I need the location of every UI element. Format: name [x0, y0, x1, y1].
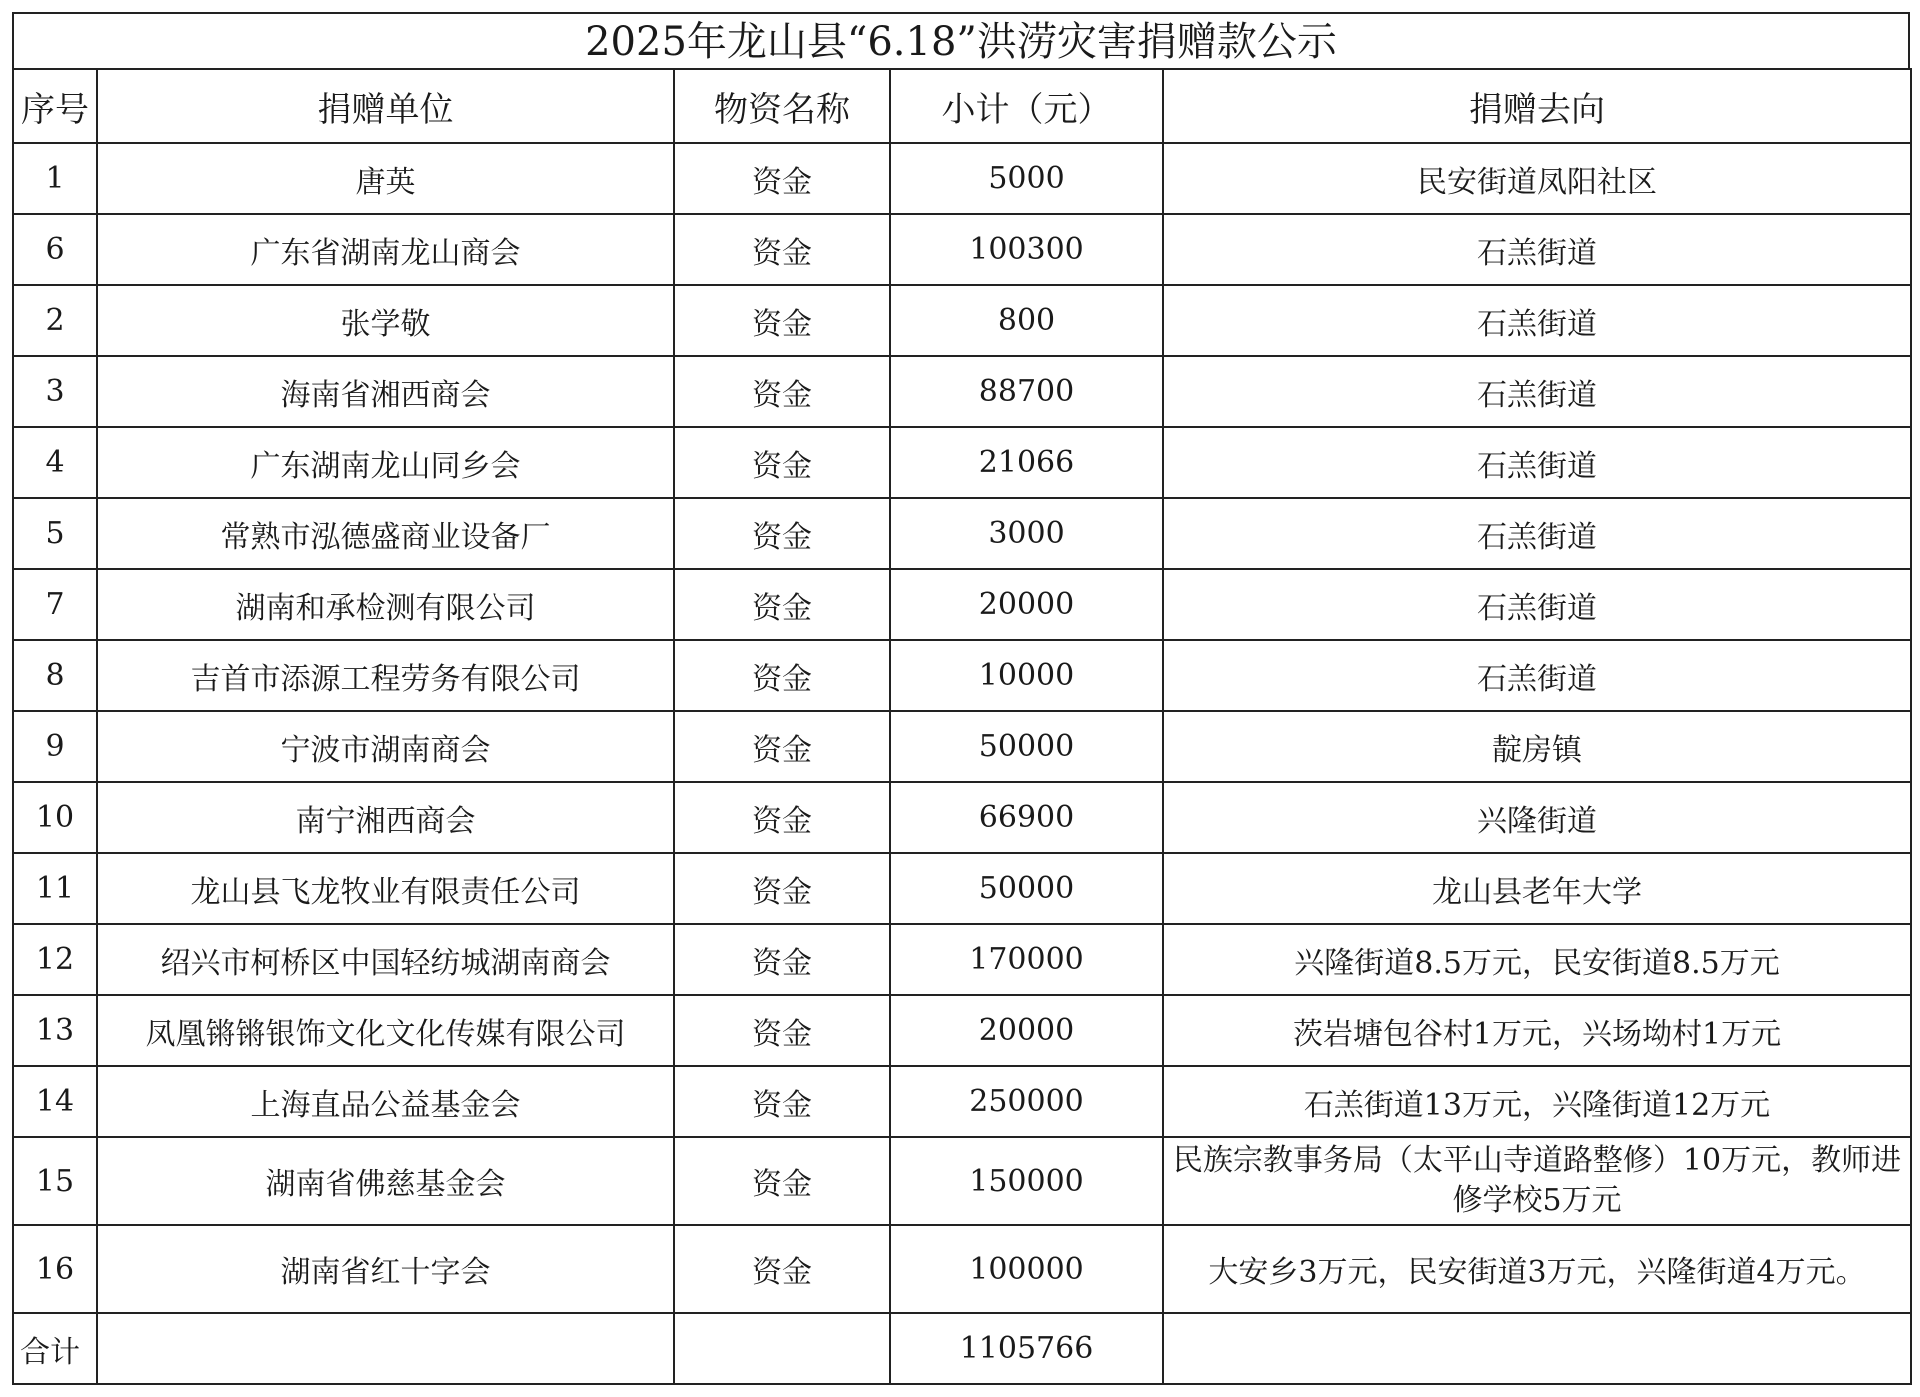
cell-donor: 湖南和承检测有限公司 [97, 569, 674, 640]
cell-no: 2 [13, 285, 97, 356]
cell-destination: 石羔街道 [1163, 640, 1911, 711]
cell-item: 资金 [674, 214, 890, 285]
cell-amount: 250000 [890, 1066, 1163, 1137]
cell-item: 资金 [674, 853, 890, 924]
cell-donor: 吉首市添源工程劳务有限公司 [97, 640, 674, 711]
cell-destination: 石羔街道 [1163, 214, 1911, 285]
cell-donor: 龙山县飞龙牧业有限责任公司 [97, 853, 674, 924]
table-row [13, 498, 1911, 569]
cell-amount: 88700 [890, 356, 1163, 427]
cell-amount: 50000 [890, 711, 1163, 782]
cell-amount: 100000 [890, 1225, 1163, 1313]
cell-destination: 石羔街道 [1163, 285, 1911, 356]
cell-item: 资金 [674, 1066, 890, 1137]
cell-amount: 20000 [890, 995, 1163, 1066]
table-row [13, 285, 1911, 356]
cell-item: 资金 [674, 1225, 890, 1313]
header-item: 物资名称 [674, 69, 890, 143]
cell-no: 13 [13, 995, 97, 1066]
cell-donor: 南宁湘西商会 [97, 782, 674, 853]
cell-amount: 20000 [890, 569, 1163, 640]
cell-donor: 唐英 [97, 143, 674, 214]
header-donor: 捐赠单位 [97, 69, 674, 143]
cell-destination: 石羔街道 [1163, 569, 1911, 640]
cell-item: 资金 [674, 924, 890, 995]
cell-donor: 常熟市泓德盛商业设备厂 [97, 498, 674, 569]
header-amount: 小计（元） [890, 69, 1163, 143]
donation-table [12, 68, 1912, 1385]
table-row [13, 356, 1911, 427]
total-empty-donor [97, 1313, 674, 1384]
cell-destination: 民族宗教事务局（太平山寺道路整修）10万元，教师进修学校5万元 [1163, 1137, 1911, 1225]
cell-donor: 湖南省佛慈基金会 [97, 1137, 674, 1225]
cell-no: 4 [13, 427, 97, 498]
cell-item: 资金 [674, 995, 890, 1066]
cell-item: 资金 [674, 143, 890, 214]
cell-no: 14 [13, 1066, 97, 1137]
table-row [13, 711, 1911, 782]
cell-donor: 张学敬 [97, 285, 674, 356]
cell-amount: 5000 [890, 143, 1163, 214]
cell-item: 资金 [674, 427, 890, 498]
sheet-title: 2025年龙山县“6.18”洪涝灾害捐赠款公示 [12, 12, 1910, 68]
table-header-row [13, 69, 1911, 143]
cell-item: 资金 [674, 782, 890, 853]
cell-item: 资金 [674, 498, 890, 569]
cell-donor: 广东湖南龙山同乡会 [97, 427, 674, 498]
table-row [13, 569, 1911, 640]
total-label: 合计 [13, 1313, 97, 1384]
cell-no: 8 [13, 640, 97, 711]
header-no: 序号 [13, 69, 97, 143]
cell-no: 3 [13, 356, 97, 427]
cell-amount: 21066 [890, 427, 1163, 498]
cell-item: 资金 [674, 640, 890, 711]
cell-donor: 海南省湘西商会 [97, 356, 674, 427]
cell-donor: 湖南省红十字会 [97, 1225, 674, 1313]
cell-destination: 兴隆街道8.5万元，民安街道8.5万元 [1163, 924, 1911, 995]
cell-amount: 100300 [890, 214, 1163, 285]
cell-donor: 凤凰锵锵银饰文化文化传媒有限公司 [97, 995, 674, 1066]
cell-donor: 广东省湖南龙山商会 [97, 214, 674, 285]
table-row [13, 924, 1911, 995]
cell-no: 16 [13, 1225, 97, 1313]
table-row [13, 782, 1911, 853]
header-destination: 捐赠去向 [1163, 69, 1911, 143]
cell-donor: 绍兴市柯桥区中国轻纺城湖南商会 [97, 924, 674, 995]
cell-donor: 上海直品公益基金会 [97, 1066, 674, 1137]
cell-item: 资金 [674, 285, 890, 356]
table-row [13, 1066, 1911, 1137]
cell-destination: 兴隆街道 [1163, 782, 1911, 853]
table-row [13, 427, 1911, 498]
cell-destination: 石羔街道 [1163, 498, 1911, 569]
cell-destination: 龙山县老年大学 [1163, 853, 1911, 924]
cell-item: 资金 [674, 1137, 890, 1225]
table-row [13, 1225, 1911, 1313]
cell-no: 10 [13, 782, 97, 853]
table-row [13, 640, 1911, 711]
cell-no: 15 [13, 1137, 97, 1225]
cell-amount: 150000 [890, 1137, 1163, 1225]
table-row [13, 214, 1911, 285]
cell-destination: 靛房镇 [1163, 711, 1911, 782]
cell-amount: 3000 [890, 498, 1163, 569]
cell-item: 资金 [674, 356, 890, 427]
cell-destination: 茨岩塘包谷村1万元，兴场坳村1万元 [1163, 995, 1911, 1066]
cell-amount: 50000 [890, 853, 1163, 924]
cell-no: 5 [13, 498, 97, 569]
donation-sheet [12, 12, 1910, 1385]
total-empty-item [674, 1313, 890, 1384]
cell-no: 6 [13, 214, 97, 285]
cell-destination: 石羔街道 [1163, 427, 1911, 498]
table-row [13, 1137, 1911, 1225]
cell-donor: 宁波市湖南商会 [97, 711, 674, 782]
cell-amount: 10000 [890, 640, 1163, 711]
table-row [13, 995, 1911, 1066]
total-row [13, 1313, 1911, 1384]
cell-no: 11 [13, 853, 97, 924]
cell-amount: 66900 [890, 782, 1163, 853]
cell-no: 1 [13, 143, 97, 214]
table-row [13, 143, 1911, 214]
cell-amount: 800 [890, 285, 1163, 356]
cell-no: 9 [13, 711, 97, 782]
cell-item: 资金 [674, 569, 890, 640]
cell-no: 12 [13, 924, 97, 995]
cell-amount: 170000 [890, 924, 1163, 995]
cell-destination: 石羔街道13万元，兴隆街道12万元 [1163, 1066, 1911, 1137]
cell-destination: 民安街道凤阳社区 [1163, 143, 1911, 214]
table-row [13, 853, 1911, 924]
total-amount: 1105766 [890, 1313, 1163, 1384]
cell-item: 资金 [674, 711, 890, 782]
cell-destination: 石羔街道 [1163, 356, 1911, 427]
total-empty-destination [1163, 1313, 1911, 1384]
cell-destination: 大安乡3万元，民安街道3万元，兴隆街道4万元。 [1163, 1225, 1911, 1313]
cell-no: 7 [13, 569, 97, 640]
